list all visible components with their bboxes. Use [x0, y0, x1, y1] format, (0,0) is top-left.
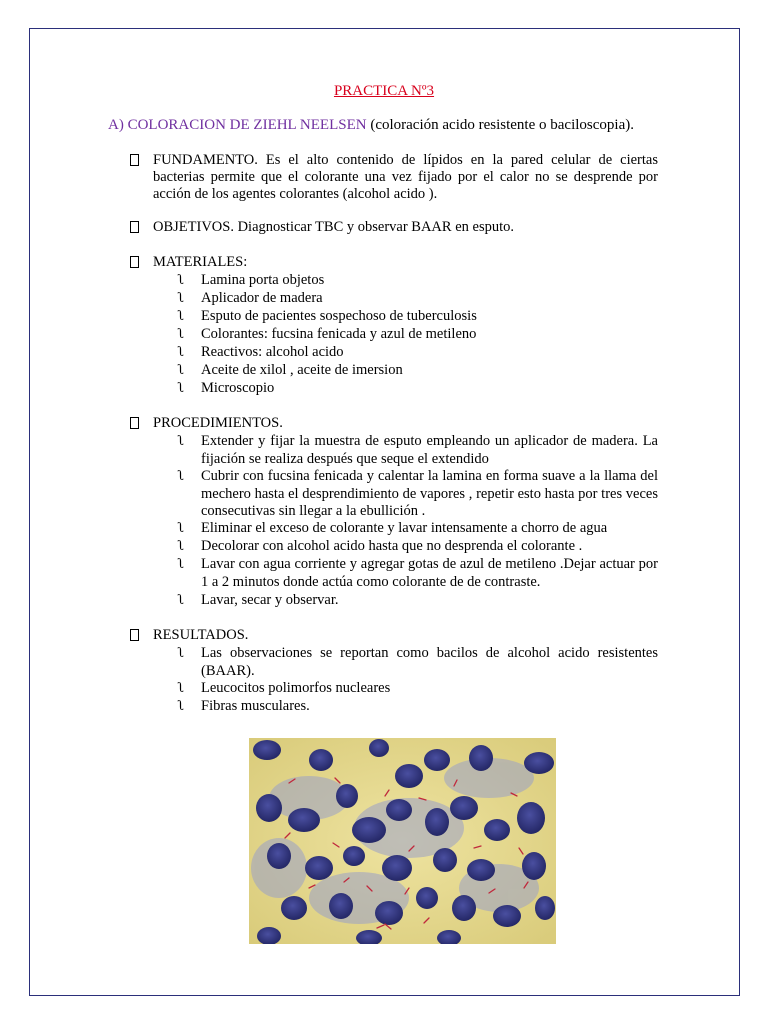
objetivos-text: OBJETIVOS. Diagnosticar TBC y observar BAAR en esputo.	[153, 219, 514, 235]
hook-bullet-icon: ʅ	[178, 538, 185, 554]
subtitle-rest: (coloración acido resistente o baciloscopia).	[366, 117, 634, 133]
resultados-heading: RESULTADOS.	[153, 627, 249, 643]
list-item: ʅ Microscopio	[178, 380, 275, 396]
list-item: ʅ Lavar, secar y observar.	[178, 592, 339, 608]
section-subtitle	[108, 117, 634, 134]
section-procedimientos	[130, 415, 658, 432]
section-objetivos	[130, 219, 658, 236]
page-title: PRACTICA Nº3	[333, 83, 435, 99]
list-item: ʅ Cubrir con fucsina fenicada y calentar la lamina en forma suave a la llama del mechero hasta el desprendimiento de vapores , repetir esto hasta por tres veces consecutivas sin llegar a la ebullición .	[178, 468, 658, 519]
list-item: ʅ Decolorar con alcohol acido hasta que no desprenda el colorante .	[178, 538, 583, 554]
hook-bullet-icon: ʅ	[178, 308, 185, 324]
list-item: ʅ Colorantes: fucsina fenicada y azul de metileno	[178, 326, 477, 342]
hook-bullet-icon: ʅ	[178, 362, 185, 378]
list-item: ʅ Lavar con agua corriente y agregar gotas de azul de metileno .Dejar actuar por 1 a 2 minutos donde actúa como colorante de de contraste.	[178, 556, 658, 590]
list-item: ʅ Aplicador de madera	[178, 290, 323, 306]
list-item: ʅ Leucocitos polimorfos nucleares	[178, 680, 391, 696]
hook-bullet-icon: ʅ	[178, 698, 185, 714]
hook-bullet-icon: ʅ	[178, 680, 185, 696]
hook-bullet-icon: ʅ	[178, 520, 185, 536]
square-bullet-icon	[130, 221, 139, 233]
hook-bullet-icon: ʅ	[178, 592, 185, 608]
hook-bullet-icon: ʅ	[178, 344, 185, 360]
square-bullet-icon	[130, 629, 139, 641]
list-item: ʅ Esputo de pacientes sospechoso de tuberculosis	[178, 308, 477, 324]
section-materiales	[130, 254, 658, 271]
list-item: ʅ Lamina porta objetos	[178, 272, 325, 288]
microscopy-image	[249, 738, 556, 944]
hook-bullet-icon: ʅ	[178, 272, 185, 288]
list-item: ʅ Aceite de xilol , aceite de imersion	[178, 362, 403, 378]
hook-bullet-icon: ʅ	[178, 433, 185, 449]
microscopy-illustration	[249, 738, 556, 944]
hook-bullet-icon: ʅ	[178, 380, 185, 396]
hook-bullet-icon: ʅ	[178, 645, 185, 661]
square-bullet-icon	[130, 256, 139, 268]
list-item: ʅ Reactivos: alcohol acido	[178, 344, 344, 360]
subtitle-accent: A) COLORACION DE ZIEHL NEELSEN	[108, 117, 367, 133]
fundamento-text: FUNDAMENTO. Es el alto contenido de lípidos en la pared celular de ciertas bacterias permite que el colorante una vez fijado por el calor no se desprende por acción de los agentes colorantes (alcohol acido ).	[153, 152, 658, 202]
section-fundamento	[130, 152, 658, 203]
square-bullet-icon	[130, 417, 139, 429]
list-item: ʅ Eliminar el exceso de colorante y lavar intensamente a chorro de agua	[178, 520, 608, 536]
hook-bullet-icon: ʅ	[178, 290, 185, 306]
materiales-heading: MATERIALES:	[153, 254, 248, 270]
list-item: ʅ Las observaciones se reportan como bacilos de alcohol acido resistentes (BAAR).	[178, 645, 658, 679]
procedimientos-heading: PROCEDIMIENTOS.	[153, 415, 283, 431]
hook-bullet-icon: ʅ	[178, 326, 185, 342]
section-resultados	[130, 627, 658, 644]
hook-bullet-icon: ʅ	[178, 468, 185, 484]
hook-bullet-icon: ʅ	[178, 556, 185, 572]
list-item: ʅ Extender y fijar la muestra de esputo empleando un aplicador de madera. La fijación se realiza después que seque el extendido	[178, 433, 658, 467]
square-bullet-icon	[130, 154, 139, 166]
list-item: ʅ Fibras musculares.	[178, 698, 310, 714]
